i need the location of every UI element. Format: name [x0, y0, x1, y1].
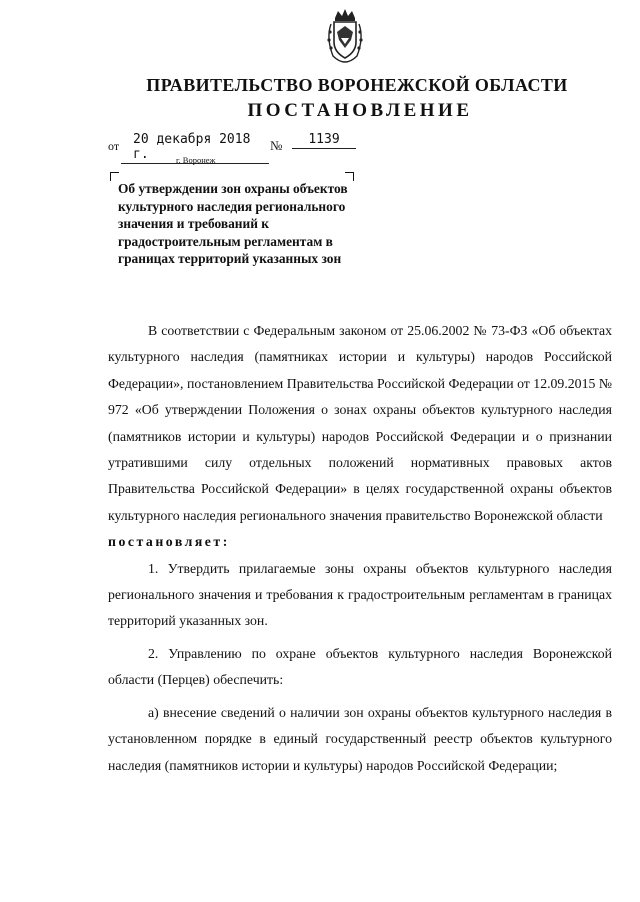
number-label: №	[270, 138, 283, 153]
preamble-paragraph: В соответствии с Федеральным законом от 25.06.2002 № 73-ФЗ «Об объектах культурного наследия (памятниках истории и культуры) народов Российской Федерации», постановлением Правительства Российской Федерации от 12.09.2015 № 972 «Об утверждении Положения о зонах охраны объектов культурного наследия (памятников истории и культуры) народов Российской Федерации и о признании утратившими силу отдельных положений нормативных правовых актов Правительства Российской Федерации» в целях государственной охраны объектов культурного наследия регионального значения правительство Воронежской области	[108, 323, 612, 523]
document-subject: Об утверждении зон охраны объектов культурного наследия регионального значения и требований к градостроительным регламентам в границах территорий указанных зон	[118, 181, 348, 266]
item-2a-paragraph: а) внесение сведений о наличии зон охраны объектов культурного наследия в установленном порядке в единый государственный реестр объектов культурного наследия (памятников истории и культуры) народов Российской Федерации;	[108, 704, 612, 773]
from-label: от	[108, 139, 120, 153]
resolves-heading: постановляет:	[108, 534, 230, 550]
voronezh-coat-of-arms-icon	[323, 8, 367, 64]
item-2-paragraph: 2. Управлению по охране объектов культурного наследия Воронежской области (Перцев) обеспечить:	[108, 645, 612, 688]
document-number: 1139	[292, 132, 356, 149]
city-label: г. Воронеж	[176, 155, 216, 165]
document-body	[108, 318, 612, 779]
document-type: ПОСТАНОВЛЕНИЕ	[247, 100, 473, 121]
document-date: 20 декабря 2018 г.	[121, 132, 269, 164]
government-name: ПРАВИТЕЛЬСТВО ВОРОНЕЖСКОЙ ОБЛАСТИ	[146, 75, 568, 95]
item-1-paragraph: 1. Утвердить прилагаемые зоны охраны объектов культурного наследия регионального значения и требования к градостроительным регламентам в границах территорий указанных зон.	[108, 560, 612, 629]
